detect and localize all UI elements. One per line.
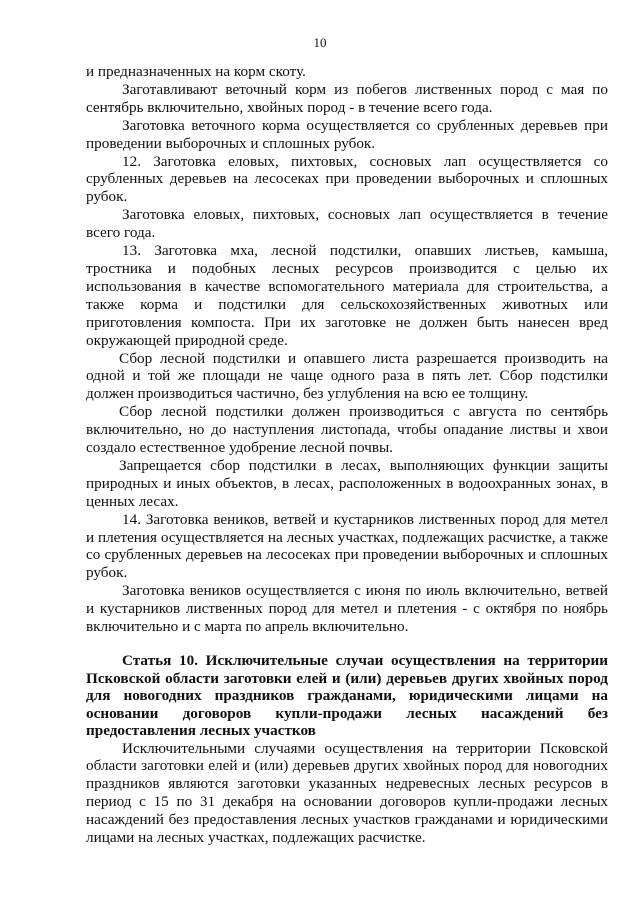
paragraph: Сбор лесной подстилки должен производиться с августа по сентябрь включительно, но до наступления листопада, чтобы опадание листвы и хвои создало естественное удобрение лесной почвы.	[86, 403, 608, 457]
article-text: Исключительными случаями осуществления на территории Псковской области заготовки елей и (или) деревьев других хвойных пород для новогодних праздников являются заготовки указанных недревесных лесных ресурсов в период с 15 по 31 декабря на основании договоров купли-продажи лесных насаждений без предоставления лесных участков гражданами и юридическими лицами на лесных участках, подлежащих расчистке.	[86, 739, 608, 847]
paragraph: Сбор лесной подстилки и опавшего листа разрешается производить на одной и той же площади не чаще одного раза в пять лет. Сбор подстилки должен производиться частично, без углубления на всю ее толщину.	[86, 349, 608, 403]
page-number: 10	[313, 35, 327, 50]
paragraph: и предназначенных на корм скоту.	[86, 63, 306, 80]
document-body	[86, 63, 608, 847]
paragraph: Заготовка еловых, пихтовых, сосновых лап осуществляется в течение всего года.	[86, 206, 608, 242]
paragraph: 13. Заготовка мха, лесной подстилки, опавших листьев, камыша, тростника и подобных лесных ресурсов производится с целью их использования в качестве вспомогательного материала для строительства, а также корма и подстилки для сельскохозяйственных животных или приготовления компоста. При их заготовке не должен быть нанесен вред окружающей природной среде.	[86, 242, 608, 349]
paragraph: Запрещается сбор подстилки в лесах, выполняющих функции защиты природных и иных объектов, в лесах, расположенных в водоохранных зонах, в ценных лесах.	[86, 456, 608, 510]
article-heading: Статья 10. Исключительные случаи осуществления на территории Псковской области заготовки елей и (или) деревьев других хвойных пород для новогодних праздников гражданами, юридическими лицами на основании договоров купли-продажи лесных насаждений без предоставления лесных участков	[86, 652, 608, 739]
paragraph: 14. Заготовка веников, ветвей и кустарников лиственных пород для метел и плетения осуществляется на лесных участках, подлежащих расчистке, а также со срубленных деревьев на лесосеках при проведении выборочных и сплошных рубок.	[86, 510, 608, 582]
paragraph: 12. Заготовка еловых, пихтовых, сосновых лап осуществляется со срубленных деревьев на лесосеках при проведении выборочных и сплошных рубок.	[86, 152, 608, 206]
paragraph: Заготовка веточного корма осуществляется со срубленных деревьев при проведении выборочных и сплошных рубок.	[86, 116, 608, 152]
paragraph: Заготавливают веточный корм из побегов лиственных пород с мая по сентябрь включительно, хвойных пород - в течение всего года.	[86, 80, 608, 116]
paragraph: Заготовка веников осуществляется с июня по июль включительно, ветвей и кустарников лиственных пород для метел и плетения - с октября по ноябрь включительно и с марта по апрель включительно.	[86, 582, 608, 636]
